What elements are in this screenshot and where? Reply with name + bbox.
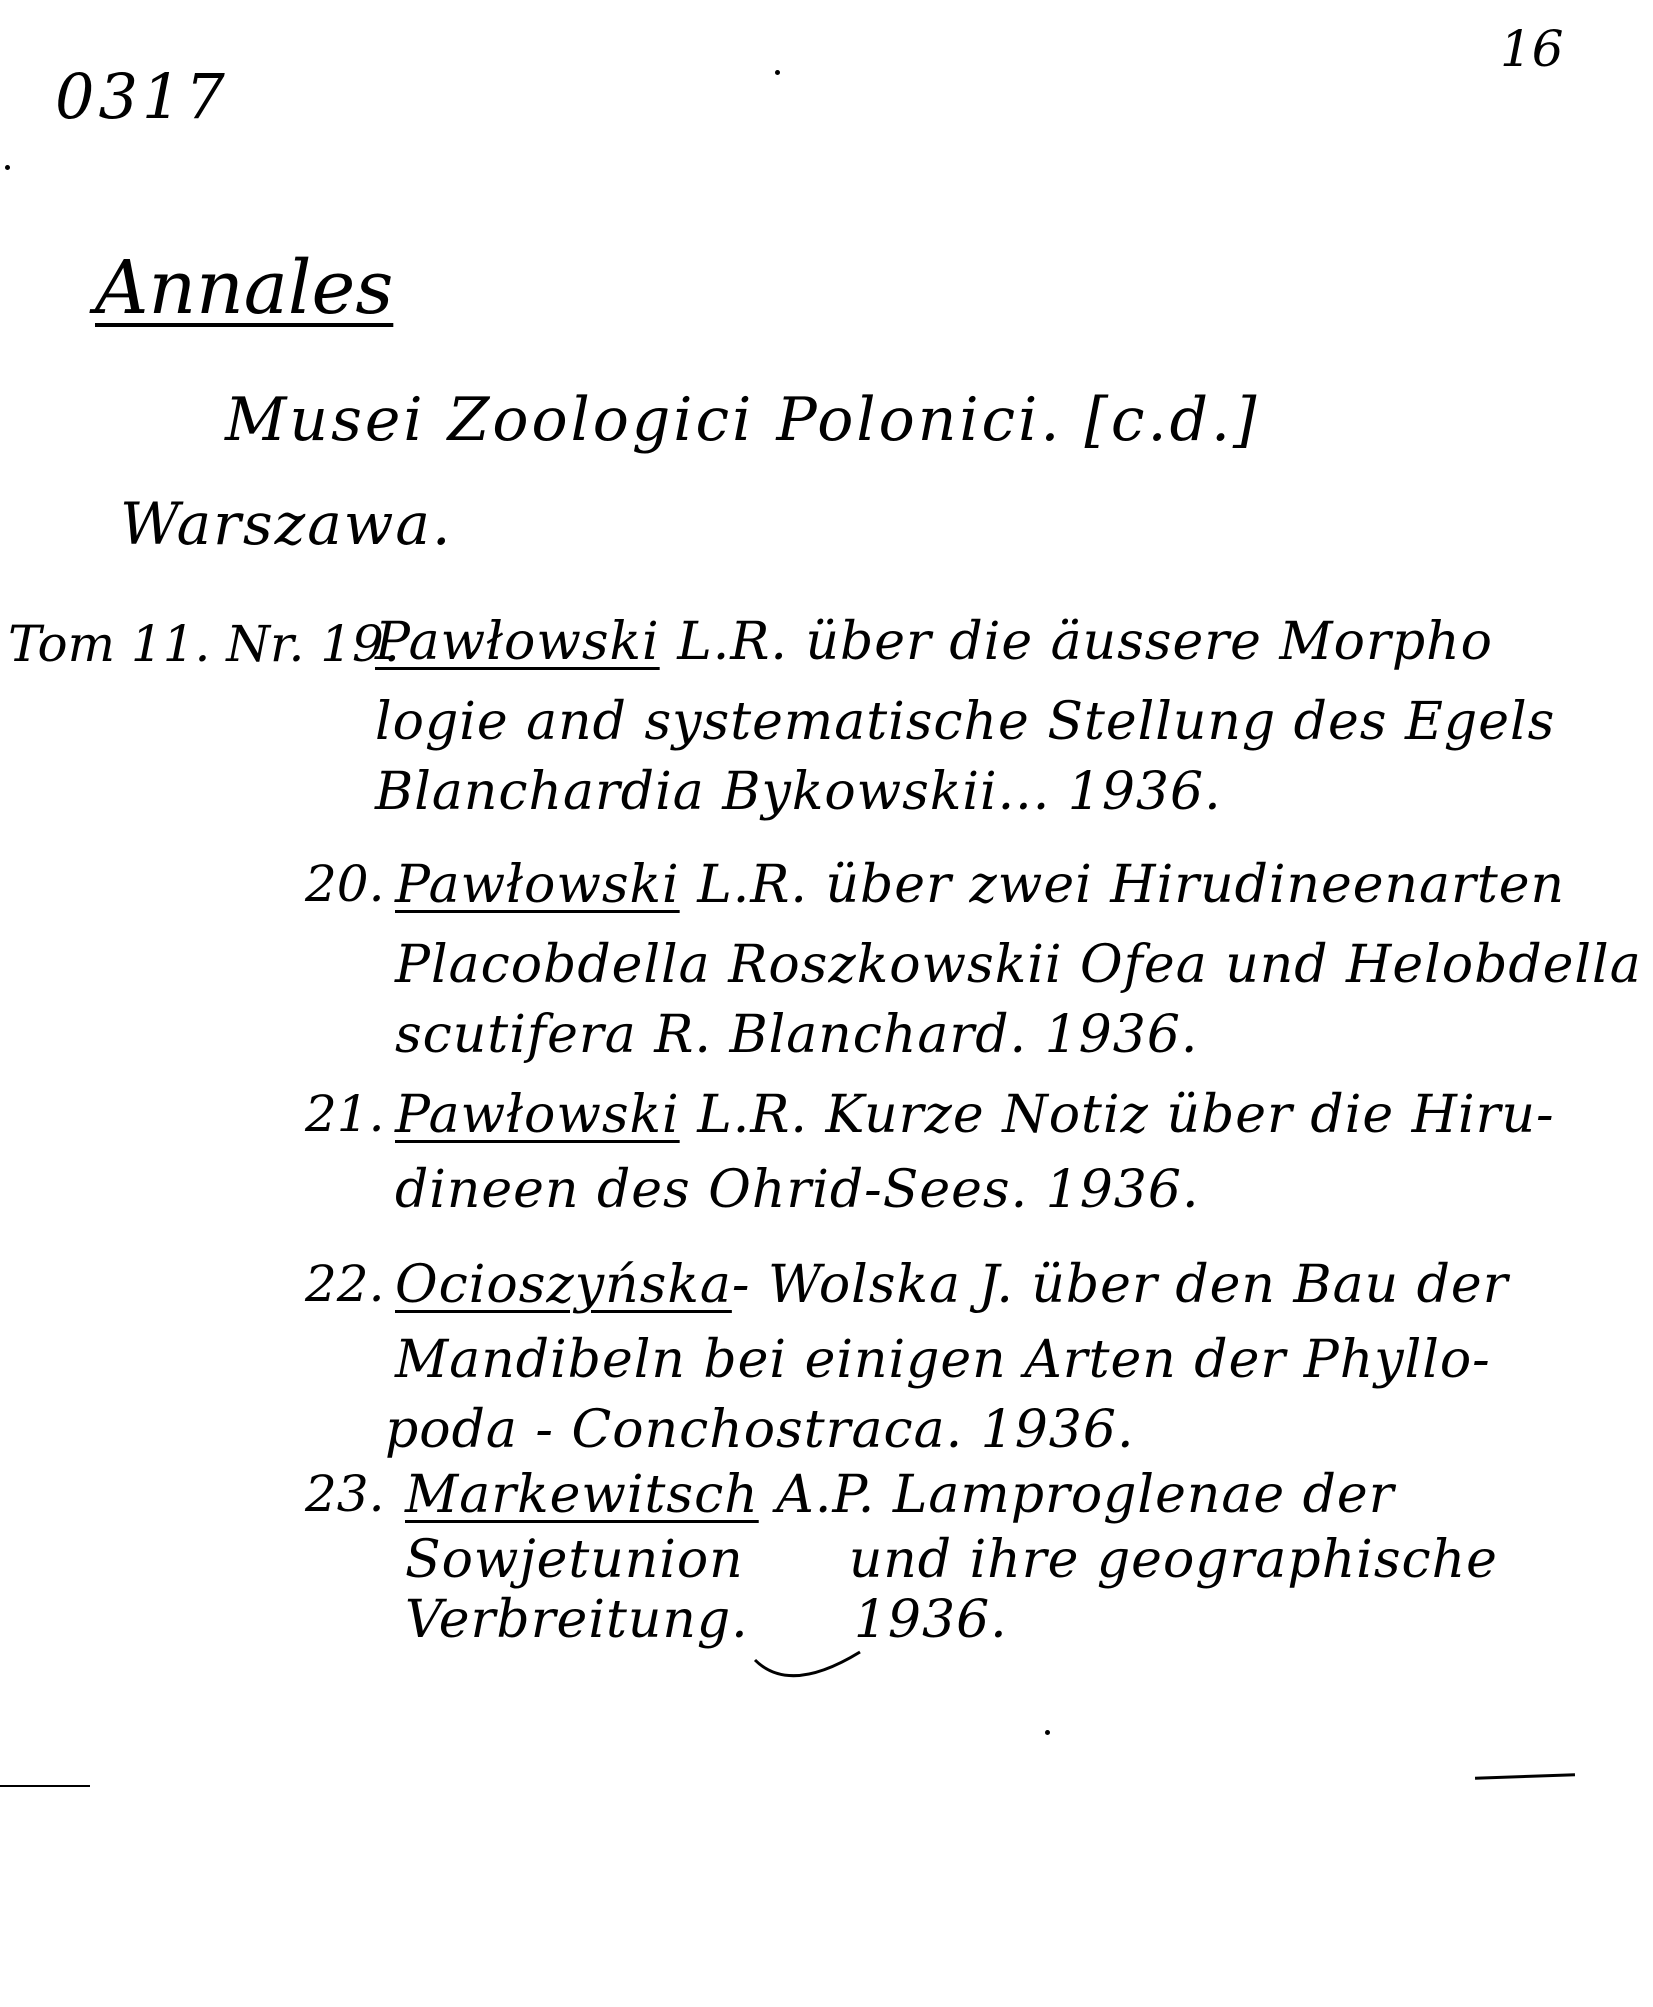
speck-mark (1045, 1730, 1050, 1735)
entry-line: logie and systematische Stellung des Egels (375, 692, 1556, 752)
entry-author: Pawłowski (395, 855, 680, 915)
entry-text: - Wolska J. über den Bau der (731, 1255, 1509, 1315)
entry-line: Verbreitung. 1936. (405, 1590, 1008, 1650)
card-id: 0317 (55, 60, 229, 133)
entry-line (395, 1255, 1509, 1315)
page-number: 16 (1500, 20, 1564, 78)
journal-subtitle: Musei Zoologici Polonici. [c.d.] (225, 385, 1260, 455)
entry-text: L.R. über zwei Hirudineenarten (679, 855, 1566, 915)
divider-mark-left (0, 1785, 90, 1787)
entry-number: 22. (305, 1255, 385, 1313)
entry-line: scutifera R. Blanchard. 1936. (395, 1005, 1199, 1065)
journal-title: Annales (95, 245, 394, 331)
entry-line (405, 1465, 1395, 1525)
entry-author: Markewitsch (405, 1465, 759, 1525)
entry-author: Pawłowski (395, 1085, 680, 1145)
publication-city: Warszawa. (120, 490, 453, 558)
entry-text: L.R. Kurze Notiz über die Hiru- (679, 1085, 1555, 1145)
entry-line: Blanchardia Bykowskii... 1936. (375, 762, 1222, 822)
speck-mark (775, 70, 780, 75)
entry-line: poda - Conchostraca. 1936. (385, 1400, 1135, 1460)
entry-text: L.R. über die äussere Morpho (659, 612, 1493, 672)
entry-number: 21. (305, 1085, 385, 1143)
entry-line: Mandibeln bei einigen Arten der Phyllo- (395, 1330, 1491, 1390)
entry-line: Sowjetunion und ihre geographische (405, 1530, 1498, 1590)
entry-author: Pawłowski (375, 612, 660, 672)
entry-author: Ocioszyńska (395, 1255, 732, 1315)
entry-line (395, 1085, 1555, 1145)
entry-number: 23. (305, 1465, 385, 1523)
entry-number: 20. (305, 855, 385, 913)
entry-line (375, 612, 1493, 672)
speck-mark (5, 165, 10, 170)
entry-line (395, 855, 1565, 915)
divider-mark-right (1475, 1773, 1575, 1779)
entry-line: dineen des Ohrid-Sees. 1936. (395, 1160, 1200, 1220)
volume-label: Tom 11. Nr. 19. (8, 615, 400, 673)
entry-text: A.P. Lamproglenae der (758, 1465, 1395, 1525)
end-mark-curve (750, 1640, 870, 1700)
entry-line: Placobdella Roszkowskii Ofea und Helobdella (395, 935, 1642, 995)
